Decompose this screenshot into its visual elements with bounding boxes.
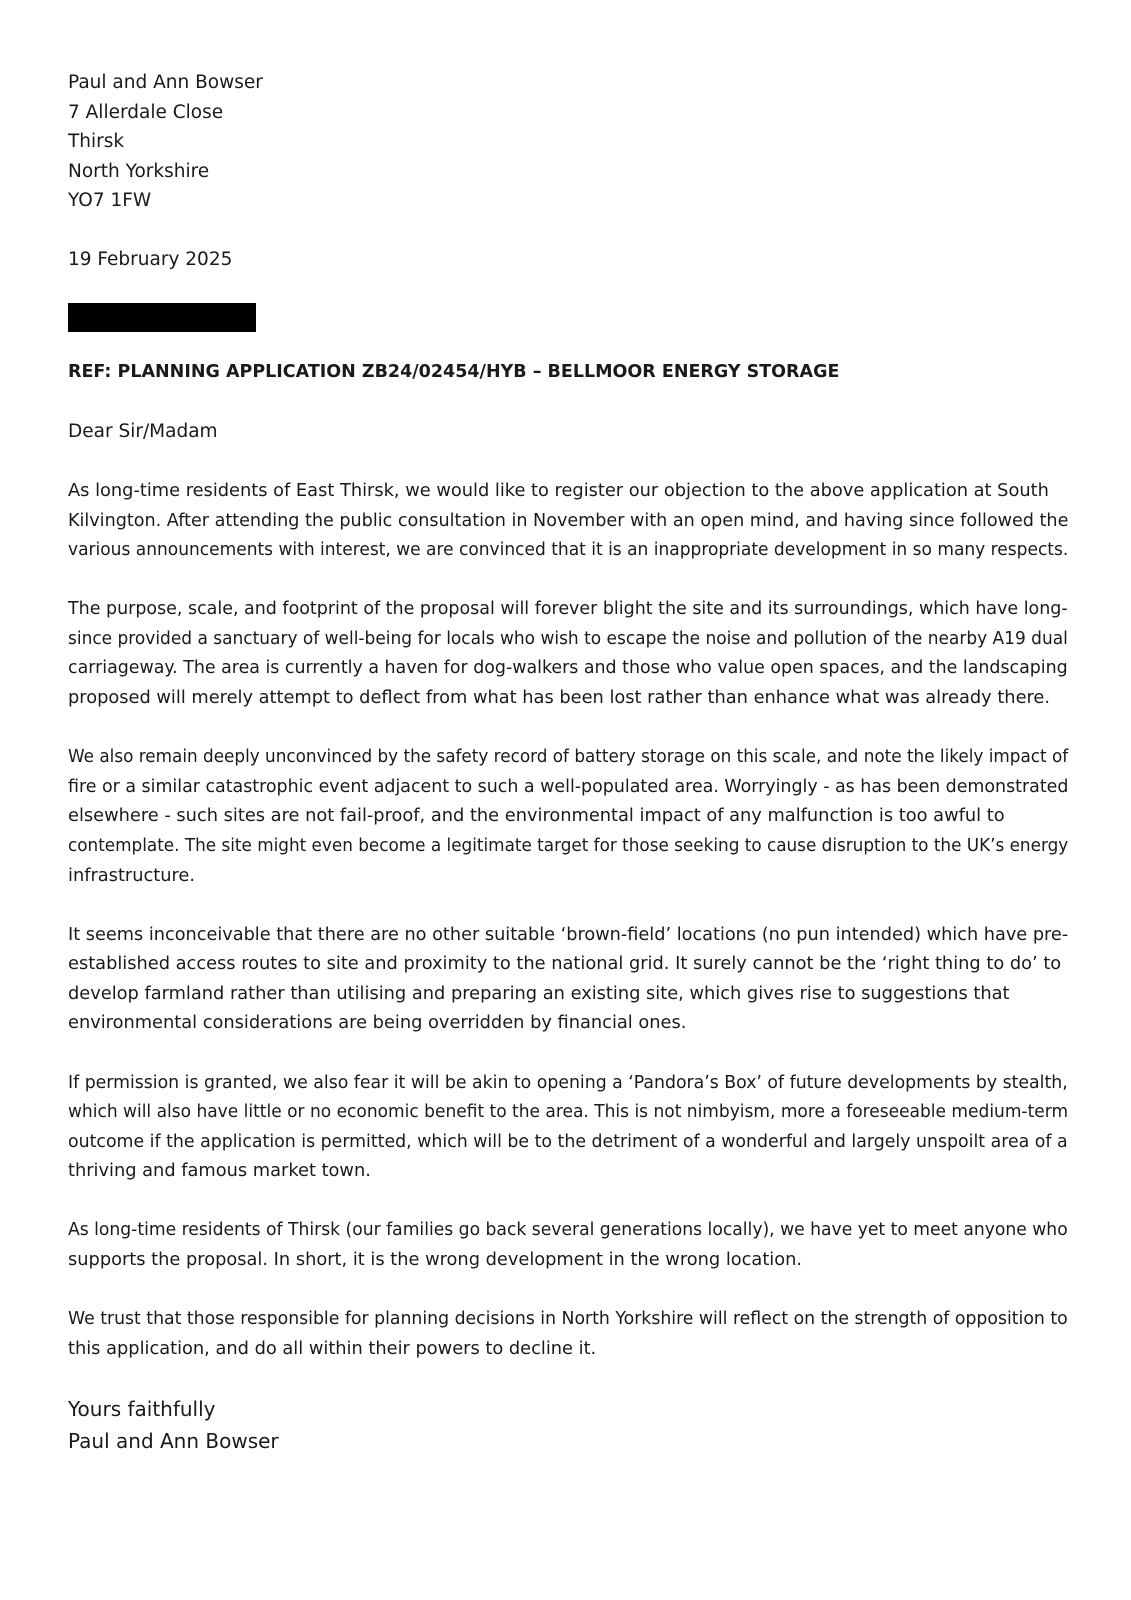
body-paragraph: [68, 594, 1068, 712]
paragraph-line: thriving and famous market town.: [68, 1160, 371, 1182]
paragraph-line: Kilvington. After attending the public consultation in November with an open mind, and having since followed the: [68, 509, 1069, 531]
sender-address: [68, 68, 1068, 216]
body-paragraph: [68, 476, 1068, 565]
paragraph-line: established access routes to site and proximity to the national grid. It surely cannot be the ‘right thing to do’ to: [68, 953, 1062, 975]
paragraph-line: fire or a similar catastrophic event adjacent to such a well-populated area. Worryingly - as has been demonstrated: [68, 775, 1069, 797]
redacted-block: [68, 303, 256, 332]
paragraph-line: environmental considerations are being overridden by financial ones.: [68, 1012, 687, 1034]
paragraph-line: As long-time residents of Thirsk (our families go back several generations locally), we have yet to meet anyone who: [68, 1219, 1068, 1241]
paragraph-line: We also remain deeply unconvinced by the safety record of battery storage on this scale, and note the likely impact of: [68, 746, 1069, 768]
sender-street: 7 Allerdale Close: [68, 101, 224, 123]
paragraph-line: various announcements with interest, we are convinced that it is an inappropriate development in so many respects.: [68, 539, 1069, 561]
reference-heading: REF: PLANNING APPLICATION ZB24/02454/HYB – BELLMOOR ENERGY STORAGE: [68, 362, 840, 382]
sender-town: Thirsk: [68, 131, 125, 152]
paragraph-line: supports the proposal. In short, it is the wrong development in the wrong location.: [68, 1248, 803, 1270]
paragraph-line: contemplate. The site might even become a legitimate target for those seeking to cause disruption to the UK’s energy: [68, 834, 1069, 856]
paragraph-line: since provided a sanctuary of well-being for locals who wish to escape the noise and pollution of the nearby A19 dual: [68, 627, 1068, 649]
paragraph-line: If permission is granted, we also fear it will be akin to opening a ‘Pandora’s Box’ of future developments by stealth,: [68, 1071, 1068, 1093]
body-paragraph: [68, 1068, 1068, 1186]
paragraph-line: elsewhere - such sites are not fail-proof, and the environmental impact of any malfunction is too awful to: [68, 805, 1005, 827]
paragraph-line: carriageway. The area is currently a haven for dog-walkers and those who value open spaces, and the landscaping: [68, 657, 1068, 679]
sender-name: Paul and Ann Bowser: [68, 72, 263, 93]
body-paragraph: [68, 920, 1068, 1038]
paragraph-line: As long-time residents of East Thirsk, we would like to register our objection to the above application at South: [68, 480, 1049, 501]
letter-date: 19 February 2025: [68, 248, 233, 270]
paragraph-line: We trust that those responsible for planning decisions in North Yorkshire will reflect on the strength of opposition to: [68, 1308, 1068, 1330]
salutation: Dear Sir/Madam: [68, 421, 218, 442]
paragraph-line: outcome if the application is permitted, which will be to the detriment of a wonderful and largely unspoilt area of a: [68, 1130, 1068, 1152]
paragraph-line: which will also have little or no economic benefit to the area. This is not nimbyism, more a foreseeable medium-term: [68, 1101, 1069, 1123]
sender-postcode: YO7 1FW: [68, 190, 152, 211]
body-paragraph: [68, 742, 1068, 890]
closing: Yours faithfully: [68, 1397, 216, 1422]
body-paragraph: [68, 1304, 1068, 1363]
letter-body: [68, 476, 1068, 1363]
body-paragraph: [68, 1215, 1068, 1274]
paragraph-line: The purpose, scale, and footprint of the proposal will forever blight the site and its surroundings, which have long-: [68, 598, 1068, 620]
paragraph-line: infrastructure.: [68, 864, 196, 886]
paragraph-line: develop farmland rather than utilising and preparing an existing site, which gives rise to suggestions that: [68, 982, 1010, 1004]
paragraph-line: this application, and do all within their powers to decline it.: [68, 1337, 597, 1359]
letter-page: [68, 68, 1068, 1457]
paragraph-line: proposed will merely attempt to deflect from what has been lost rather than enhance what was already there.: [68, 687, 1051, 709]
signature: Paul and Ann Bowser: [68, 1429, 279, 1454]
paragraph-line: It seems inconceivable that there are no other suitable ‘brown-field’ locations (no pun intended) which have pre-: [68, 923, 1069, 945]
sender-county: North Yorkshire: [68, 160, 210, 182]
